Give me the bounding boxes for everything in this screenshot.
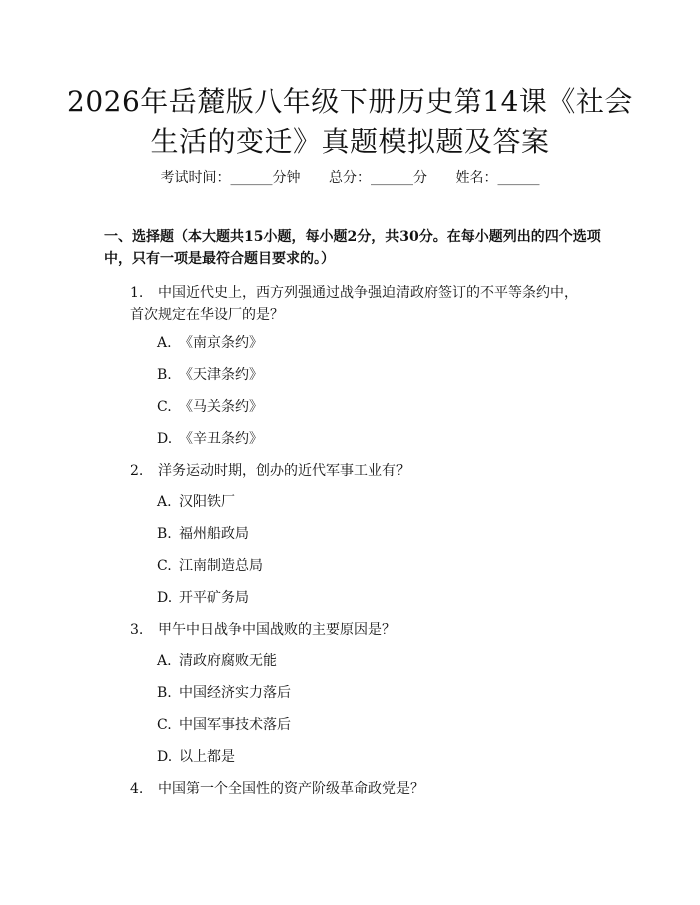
- option-letter: B.: [157, 526, 172, 542]
- question-text: 中国第一个全国性的资产阶级革命政党是？: [158, 781, 424, 797]
- question-number: 4.: [130, 781, 144, 797]
- option-text: 江南制造总局: [179, 558, 263, 574]
- option-text: 《辛丑条约》: [179, 431, 263, 447]
- option-letter: D.: [157, 431, 173, 447]
- option-letter: A.: [157, 653, 172, 669]
- option-text: 中国经济实力落后: [179, 685, 291, 701]
- option-letter: A.: [157, 335, 172, 351]
- question-4: [130, 778, 590, 800]
- option-1c: [157, 397, 263, 417]
- option-2a: [157, 492, 235, 512]
- question-text: 甲午中日战争中国战败的主要原因是？: [158, 622, 396, 638]
- question-text: 洋务运动时期，创办的近代军事工业有？: [158, 463, 410, 479]
- option-text: 《南京条约》: [179, 335, 263, 351]
- option-text: 以上都是: [179, 749, 235, 765]
- question-number: 2.: [130, 463, 144, 479]
- option-3c: [157, 715, 291, 735]
- option-text: 《天津条约》: [179, 367, 263, 383]
- section-heading: 一、选择题（本大题共15小题，每小题2分，共30分。在每小题列出的四个选项中，只有一项是最符合题目要求的。）: [104, 229, 601, 267]
- option-3b: [157, 683, 291, 703]
- option-text: 开平矿务局: [179, 590, 249, 606]
- exam-time: 考试时间：______分钟: [160, 170, 301, 186]
- option-3d: [157, 747, 235, 767]
- option-text: 清政府腐败无能: [179, 653, 277, 669]
- option-3a: [157, 651, 277, 671]
- option-2b: [157, 524, 249, 544]
- option-letter: C.: [157, 717, 172, 733]
- exam-name: 姓名：______: [455, 170, 540, 186]
- option-2c: [157, 556, 263, 576]
- option-text: 《马关条约》: [179, 399, 263, 415]
- question-2: [130, 460, 590, 482]
- option-letter: B.: [157, 685, 172, 701]
- option-text: 汉阳铁厂: [179, 494, 235, 510]
- exam-score: 总分：______分: [329, 170, 427, 186]
- option-text: 福州船政局: [179, 526, 249, 542]
- option-letter: C.: [157, 558, 172, 574]
- exam-meta: [0, 168, 700, 188]
- question-3: [130, 619, 590, 641]
- question-number: 3.: [130, 622, 144, 638]
- option-letter: D.: [157, 590, 173, 606]
- option-letter: D.: [157, 749, 173, 765]
- option-1b: [157, 365, 263, 385]
- option-letter: A.: [157, 494, 172, 510]
- page-title: 2026年岳麓版八年级下册历史第14课《社会生活的变迁》真题模拟题及答案: [67, 85, 633, 158]
- question-number: 1.: [130, 285, 144, 301]
- option-1d: [157, 429, 263, 449]
- option-1a: [157, 333, 263, 353]
- option-text: 中国军事技术落后: [179, 717, 291, 733]
- option-letter: C.: [157, 399, 172, 415]
- option-letter: B.: [157, 367, 172, 383]
- question-1: [130, 282, 590, 326]
- option-2d: [157, 588, 249, 608]
- question-text: 中国近代史上，西方列强通过战争强迫清政府签订的不平等条约中，首次规定在华设厂的是？: [130, 285, 578, 323]
